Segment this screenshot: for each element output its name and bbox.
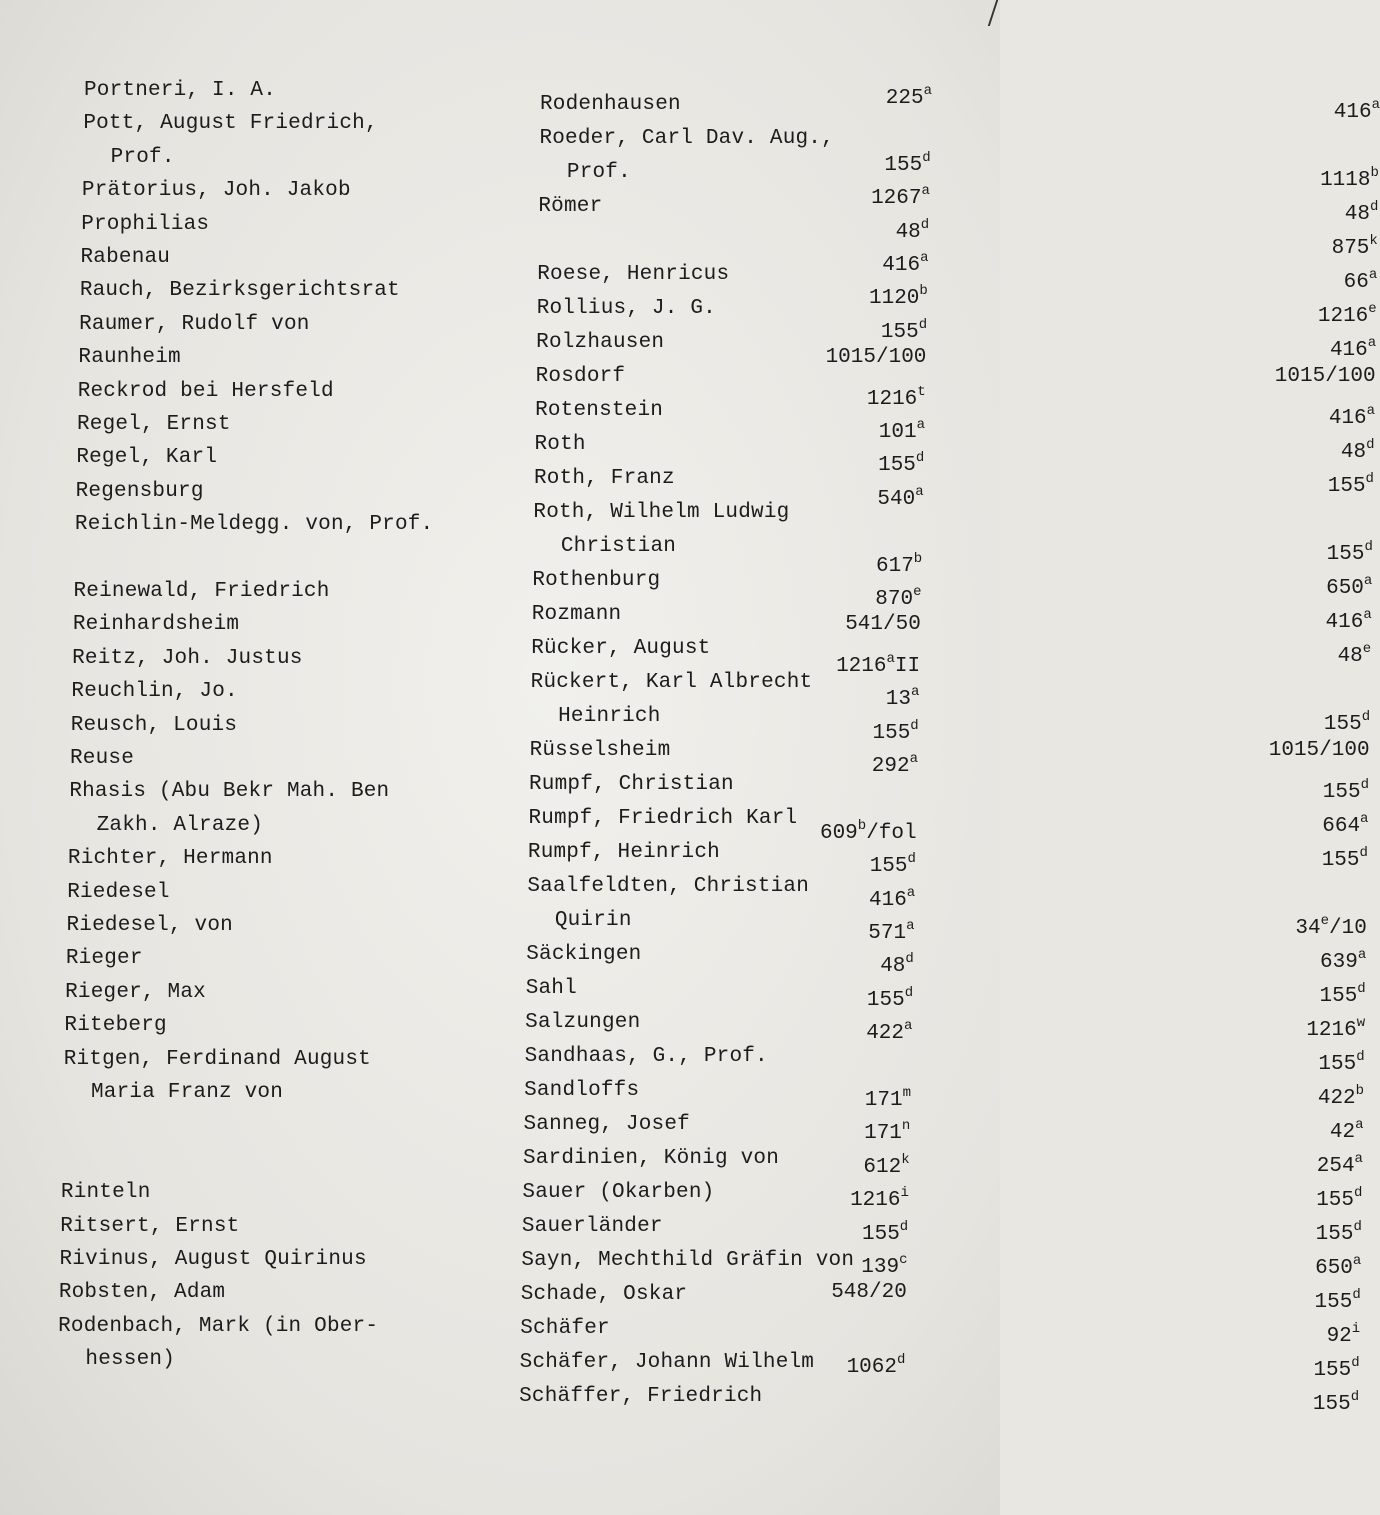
reference-number: 416	[882, 254, 921, 277]
reference-number: 171	[864, 1089, 903, 1112]
entry-name: Sauer (Okarben)	[522, 1181, 715, 1204]
reference-suffix: /10	[1329, 917, 1367, 940]
entry-reference	[1316, 1180, 1362, 1214]
reference-number: 139	[861, 1256, 900, 1279]
reference-number: 155	[1327, 475, 1366, 498]
reference-superscript: d	[1354, 1185, 1363, 1201]
entry-reference	[1322, 806, 1368, 840]
reference-superscript: d	[899, 1218, 909, 1235]
index-entry	[538, 194, 1379, 226]
index-entry	[535, 364, 1376, 396]
reference-superscript: a	[1352, 1253, 1362, 1269]
entry-name: Prophilias	[81, 212, 210, 236]
reference-number: 870	[875, 588, 914, 611]
entry-name: Reckrod bei Hersfeld	[77, 379, 334, 403]
entry-reference	[1330, 330, 1376, 364]
reference-number: 541/50	[845, 613, 921, 637]
reference-number: 155	[1321, 849, 1360, 872]
entry-reference	[1334, 92, 1380, 126]
index-entry	[532, 568, 1373, 600]
entry-name: Rivinus, August Quirinus	[59, 1248, 367, 1271]
entry-reference	[1330, 1112, 1364, 1146]
entry-name: Rothenburg	[532, 569, 661, 592]
entry-name: Riteberg	[64, 1014, 167, 1038]
reference-superscript: a	[915, 483, 924, 500]
index-entry	[58, 1314, 488, 1346]
entry-name: Heinrich	[558, 705, 661, 728]
entry-name: Ritsert, Ernst	[60, 1214, 240, 1238]
reference-superscript: d	[1350, 1389, 1360, 1405]
entry-name: Rieger, Max	[65, 980, 206, 1004]
reference-superscript: c	[899, 1252, 908, 1268]
entry-reference	[1315, 1248, 1361, 1282]
reference-number: 639	[1320, 951, 1358, 974]
reference-superscript: d	[1360, 777, 1369, 793]
entry-reference	[1329, 398, 1375, 432]
reference-superscript: e	[1362, 641, 1372, 657]
entry-reference	[1324, 704, 1370, 738]
entry-name: Rücker, August	[531, 637, 711, 660]
reference-number: 48	[880, 955, 906, 979]
reference-suffix: II	[894, 654, 921, 678]
index-entry	[527, 874, 957, 906]
index-entry	[531, 670, 961, 702]
entry-name: Salzungen	[525, 1011, 641, 1034]
index-entry	[537, 262, 1378, 294]
reference-number: 416	[1329, 339, 1368, 362]
reference-superscript: a	[1355, 1117, 1364, 1133]
entry-name: Schäffer, Friedrich	[519, 1385, 763, 1408]
index-entry	[535, 398, 1376, 430]
index-entry	[83, 111, 513, 143]
entry-reference	[1313, 1350, 1359, 1384]
index-entry	[527, 908, 1367, 940]
reference-number: 155	[866, 988, 905, 1012]
index-entry	[83, 145, 931, 177]
entry-name: Reitz, Joh. Justus	[72, 646, 303, 670]
reference-number: 571	[868, 922, 907, 945]
entry-name: Raumer, Rudolf von	[79, 312, 310, 336]
reference-superscript: d	[1366, 437, 1375, 453]
index-entry	[539, 126, 969, 158]
reference-superscript: d	[897, 1352, 906, 1369]
reference-superscript: d	[1369, 199, 1379, 215]
index-entry	[531, 602, 1372, 637]
entry-reference	[1319, 976, 1365, 1010]
entry-reference	[1344, 262, 1378, 296]
reference-superscript: a	[906, 884, 916, 901]
reference-number: 416	[1325, 611, 1364, 634]
reference-superscript: b	[857, 817, 867, 834]
reference-number: 548/20	[831, 1281, 907, 1305]
reference-number: 155	[869, 855, 908, 879]
entry-reference	[1323, 772, 1369, 806]
reference-number: 612	[863, 1155, 902, 1179]
reference-superscript: a	[886, 650, 895, 667]
reference-number: 155	[1316, 1189, 1354, 1212]
entry-reference	[1332, 228, 1378, 262]
reference-superscript: i	[900, 1185, 909, 1202]
reference-number: 1015/100	[825, 346, 927, 370]
reference-number: 155	[1314, 1291, 1353, 1314]
reference-number: 1216	[1317, 305, 1369, 328]
reference-number: 48	[1344, 203, 1370, 226]
index-entry	[529, 738, 1370, 770]
entry-name: hessen)	[85, 1348, 176, 1372]
entry-name: Regel, Ernst	[77, 413, 231, 436]
entry-reference	[1306, 1010, 1365, 1044]
reference-number: 155	[1319, 985, 1358, 1008]
entry-name: Rabenau	[80, 246, 171, 269]
reference-number: 650	[1315, 1257, 1353, 1280]
entry-name: Rotenstein	[535, 399, 664, 422]
entry-name: Rodenbach, Mark (in Ober-	[58, 1314, 379, 1338]
entry-name: Rieger	[65, 947, 143, 971]
index-entry	[528, 806, 1369, 838]
entry-name: Raunheim	[78, 346, 181, 370]
reference-superscript: d	[915, 450, 925, 467]
reference-superscript: n	[901, 1118, 911, 1135]
index-entry	[75, 512, 505, 544]
reference-superscript: d	[1357, 981, 1366, 997]
index-entry	[533, 534, 1373, 566]
reference-number: 1216	[850, 1189, 901, 1213]
reference-superscript: k	[1369, 233, 1378, 249]
entry-name: Prof.	[566, 161, 631, 184]
entry-name: Pott, August Friedrich,	[83, 112, 378, 136]
reference-superscript: d	[1356, 1049, 1365, 1065]
entry-name: Sayn, Mechthild Gräfin von	[521, 1249, 855, 1272]
reference-number: 225	[885, 87, 924, 110]
entry-name: Christian	[560, 535, 677, 558]
reference-superscript: d	[904, 984, 914, 1001]
entry-reference	[1341, 432, 1375, 466]
reference-number: 1216	[1306, 1019, 1357, 1042]
reference-number: 42	[1329, 1121, 1356, 1144]
reference-number: 101	[878, 421, 917, 444]
reference-number: 664	[1322, 815, 1361, 838]
reference-number: 13	[885, 688, 911, 712]
reference-number: 292	[871, 755, 910, 778]
reference-number: 1062	[846, 1356, 897, 1380]
reference-superscript: a	[1367, 335, 1377, 351]
index-entry	[64, 1047, 494, 1079]
index-entry	[530, 704, 1371, 736]
reference-superscript: d	[1351, 1355, 1360, 1371]
index-entry	[540, 92, 1380, 124]
reference-superscript: a	[1368, 267, 1378, 283]
reference-superscript: d	[1364, 539, 1373, 555]
reference-number: 155	[1323, 713, 1362, 736]
index-entry	[533, 500, 963, 532]
reference-number: 422	[866, 1022, 904, 1046]
reference-superscript: a	[1371, 97, 1380, 113]
index-entry	[527, 840, 1368, 872]
entry-name: Zakh. Alraze)	[96, 813, 264, 837]
entry-reference	[1269, 738, 1370, 764]
index-entry	[536, 296, 1377, 328]
reference-superscript: d	[910, 717, 919, 734]
reference-number: 155	[880, 320, 919, 344]
reference-number: 609	[819, 821, 858, 845]
reference-number: 617	[875, 554, 914, 578]
reference-superscript: a	[911, 684, 920, 701]
reference-superscript: m	[902, 1085, 911, 1101]
reference-superscript: d	[1361, 709, 1371, 725]
entry-reference	[1345, 194, 1379, 228]
reference-number: 1216	[866, 387, 918, 411]
entry-name: Riedesel	[67, 880, 170, 904]
entry-name: Prof.	[110, 145, 175, 169]
reference-number: 1118	[1320, 169, 1371, 192]
entry-name: Schade, Oskar	[520, 1283, 688, 1306]
reference-number: 155	[1312, 1393, 1351, 1416]
reference-number: 416	[1333, 101, 1372, 124]
index-entry	[526, 942, 1367, 974]
reference-number: 34	[1295, 917, 1321, 940]
reference-superscript: a	[1363, 607, 1372, 623]
entry-name: Robsten, Adam	[58, 1281, 226, 1305]
reference-number: 422	[1317, 1087, 1356, 1110]
reference-suffix: /fol	[866, 821, 917, 845]
reference-number: 155	[872, 721, 911, 745]
reference-superscript: d	[905, 951, 914, 968]
index-entry	[521, 1248, 1362, 1280]
reference-superscript: a	[904, 1018, 913, 1035]
entry-reference	[1295, 908, 1366, 942]
page-edge-mark	[982, 0, 998, 26]
reference-number: 1015/100	[1274, 365, 1376, 388]
entry-reference	[1315, 1282, 1361, 1316]
reference-superscript: b	[1370, 165, 1379, 181]
entry-name: Schäfer, Johann Wilhelm	[519, 1351, 815, 1374]
entry-name: Römer	[538, 195, 603, 218]
reference-superscript: b	[919, 283, 928, 300]
entry-reference	[1326, 602, 1372, 636]
reference-number: 1216	[836, 654, 887, 678]
reference-superscript: a	[1360, 811, 1369, 827]
entry-name: Roese, Henricus	[537, 263, 730, 286]
index-entry	[519, 1384, 1360, 1416]
entry-name: Rüsselsheim	[529, 739, 671, 762]
entry-name: Reusch, Louis	[70, 713, 238, 737]
entry-name: Prätorius, Joh. Jakob	[81, 179, 351, 203]
reference-number: 48	[895, 220, 921, 244]
reference-superscript: a	[906, 918, 915, 934]
reference-superscript: d	[918, 316, 928, 333]
reference-superscript: d	[922, 149, 931, 166]
entry-name: Rumpf, Christian	[529, 773, 734, 796]
reference-number: 66	[1343, 271, 1369, 294]
reference-superscript: b	[1355, 1083, 1365, 1099]
entry-name: Ritgen, Ferdinand August	[63, 1047, 371, 1071]
entry-reference	[1318, 1078, 1364, 1112]
reference-number: 155	[1322, 781, 1361, 804]
index-entry	[520, 1282, 1361, 1314]
index-entry	[75, 479, 924, 511]
reference-superscript: d	[1359, 845, 1368, 861]
index-entry	[524, 1078, 1365, 1110]
reference-number: 540	[877, 487, 916, 511]
entry-reference	[1320, 160, 1379, 194]
index-entry	[69, 779, 499, 811]
index-entry	[77, 412, 925, 444]
reference-superscript: a	[921, 183, 930, 200]
index-entry	[531, 636, 1372, 668]
reference-superscript: t	[917, 383, 926, 400]
entry-name: Rumpf, Friedrich Karl	[528, 807, 798, 830]
entry-name: Reuchlin, Jo.	[71, 680, 238, 704]
entry-name: Riedesel, von	[66, 914, 233, 937]
entry-reference	[1318, 1044, 1364, 1078]
entry-name: Rolzhausen	[536, 331, 665, 354]
entry-name: Roth, Wilhelm Ludwig	[533, 501, 790, 524]
index-entry	[519, 1350, 1360, 1382]
reference-number: 650	[1326, 577, 1364, 600]
reference-number: 48	[1337, 645, 1363, 668]
reference-number: 48	[1340, 441, 1367, 464]
index-entry	[524, 1044, 1365, 1076]
reference-superscript: k	[901, 1151, 910, 1168]
reference-number: 171	[864, 1122, 902, 1146]
index-entry	[539, 160, 1379, 192]
entry-reference	[1322, 840, 1368, 874]
index-entry	[533, 466, 1374, 498]
reference-number: 155	[1318, 1053, 1357, 1076]
entry-name: Rückert, Karl Albrecht	[530, 671, 813, 694]
reference-superscript: e	[1368, 301, 1377, 317]
reference-superscript: d	[1353, 1219, 1362, 1235]
entry-reference	[1316, 1214, 1362, 1248]
reference-number: 1120	[868, 287, 920, 311]
entry-reference	[1338, 636, 1372, 670]
index-entry	[525, 1010, 1366, 1042]
reference-superscript: e	[1320, 913, 1329, 929]
reference-number: 254	[1316, 1155, 1355, 1178]
index-entry	[520, 1316, 1361, 1348]
entry-name: Sanneg, Josef	[523, 1113, 690, 1136]
reference-superscript: d	[1352, 1287, 1361, 1303]
reference-superscript: a	[916, 417, 925, 433]
reference-number: 155	[1315, 1223, 1354, 1246]
index-entry	[536, 330, 1377, 362]
reference-number: 155	[884, 153, 923, 177]
entry-reference	[1328, 466, 1374, 500]
entry-name: Portneri, I. A.	[84, 79, 277, 102]
reference-superscript: a	[1357, 947, 1367, 963]
index-entry	[523, 1112, 1364, 1144]
reference-superscript: d	[920, 216, 930, 233]
entry-name: Rodenhausen	[540, 93, 681, 116]
entry-name: Reinhardsheim	[72, 613, 240, 637]
entry-name: Reinewald, Friedrich	[73, 580, 330, 603]
reference-superscript: a	[920, 250, 929, 266]
entry-name: Regensburg	[75, 479, 204, 503]
reference-number: 155	[1313, 1359, 1352, 1382]
reference-superscript: a	[923, 83, 932, 99]
reference-number: 155	[1326, 543, 1365, 566]
reference-superscript: d	[907, 851, 916, 868]
index-entry	[76, 445, 925, 478]
entry-name: Säckingen	[526, 943, 642, 966]
entry-name: Rumpf, Heinrich	[527, 841, 720, 864]
entry-name: Regel, Karl	[76, 446, 218, 470]
entry-name: Rauch, Bezirksgerichtsrat	[79, 279, 400, 303]
index-entry	[538, 228, 1378, 260]
reference-number: 1015/100	[1268, 739, 1370, 762]
entry-name: Reuse	[70, 747, 135, 770]
entry-name: Quirin	[554, 909, 632, 932]
entry-name: Rhasis (Abu Bekr Mah. Ben	[69, 780, 390, 804]
entry-name: Roeder, Carl Dav. Aug.,	[539, 127, 834, 150]
entry-reference	[1320, 942, 1366, 976]
reference-superscript: b	[913, 550, 923, 567]
entry-reference	[1318, 296, 1377, 330]
entry-name: Schäfer	[520, 1317, 610, 1340]
entry-name: Maria Franz von	[91, 1081, 284, 1104]
entry-name: Roth, Franz	[533, 467, 675, 490]
entry-name: Rinteln	[60, 1181, 151, 1205]
reference-superscript: w	[1356, 1015, 1366, 1031]
reference-number: 1267	[871, 187, 922, 211]
index-entry	[81, 212, 930, 244]
reference-number: 92	[1326, 1325, 1352, 1348]
reference-number: 155	[861, 1222, 900, 1246]
entry-name: Sauerländer	[521, 1215, 663, 1238]
entry-name: Sahl	[525, 977, 577, 1000]
entry-name: Rozmann	[531, 603, 622, 626]
entry-reference	[1327, 534, 1373, 568]
entry-reference	[1327, 1316, 1361, 1350]
entry-reference	[1317, 1146, 1363, 1180]
reference-superscript: a	[909, 751, 918, 767]
entry-name: Reichlin-Meldegg. von, Prof.	[74, 513, 434, 537]
entry-name: Sardinien, König von	[522, 1147, 779, 1170]
reference-number: 416	[1328, 407, 1367, 430]
entry-reference	[1326, 568, 1372, 602]
index-entry	[521, 1214, 1362, 1246]
entry-name: Richter, Hermann	[67, 847, 273, 871]
reference-number: 875	[1331, 237, 1370, 260]
entry-name: Saalfeldten, Christian	[527, 875, 810, 898]
reference-superscript: a	[1354, 1151, 1363, 1167]
entry-name: Sandloffs	[524, 1079, 640, 1102]
reference-superscript: a	[1366, 403, 1376, 419]
entry-name: Sandhaas, G., Prof.	[524, 1045, 768, 1068]
index-entry	[525, 976, 1366, 1008]
reference-superscript: e	[913, 584, 922, 600]
index-entry	[522, 1146, 1363, 1178]
entry-reference	[1313, 1384, 1359, 1418]
entry-name: Rosdorf	[535, 365, 626, 388]
reference-number: 416	[868, 888, 907, 912]
index-entry	[529, 772, 1369, 804]
index-entry	[522, 1180, 1363, 1212]
entry-name: Rollius, J. G.	[536, 297, 716, 320]
reference-superscript: i	[1351, 1321, 1361, 1337]
entry-name: Roth	[534, 433, 586, 456]
entry-reference	[1275, 364, 1376, 390]
reference-superscript: d	[1365, 471, 1374, 487]
reference-superscript: a	[1363, 573, 1373, 589]
reference-number: 155	[878, 454, 916, 478]
